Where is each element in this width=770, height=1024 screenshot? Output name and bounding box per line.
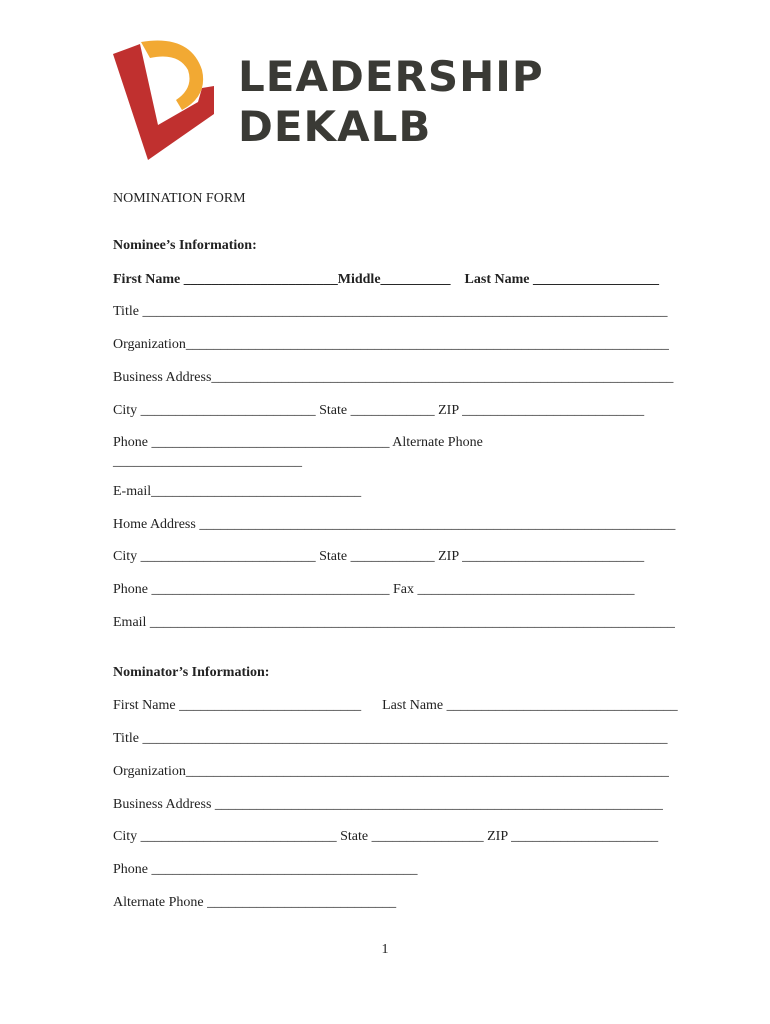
- nominator-title-field[interactable]: Title ___________________________________________________________________________: [113, 731, 668, 746]
- nominator-alternate-phone-field[interactable]: Alternate Phone ___________________________: [113, 895, 397, 910]
- nominator-organization-field[interactable]: Organization_____________________________________________________________________: [113, 764, 669, 779]
- nominee-organization-field[interactable]: Organization_____________________________________________________________________: [113, 337, 669, 352]
- nominee-title-field[interactable]: Title ___________________________________________________________________________: [113, 304, 668, 319]
- leadership-dekalb-logo: [110, 40, 560, 165]
- nominee-home-city-state-zip-row[interactable]: City _________________________ State ____________ ZIP __________________________: [113, 549, 645, 564]
- nominee-home-address-field[interactable]: Home Address ____________________________________________________________________: [113, 517, 676, 532]
- dekalb-d-logo-icon: [110, 40, 225, 165]
- nominator-name-row[interactable]: First Name __________________________ Last Name _________________________________: [113, 698, 678, 713]
- nominee-email-field[interactable]: E-mail______________________________: [113, 484, 362, 499]
- logo-line-1: LEADERSHIP: [238, 52, 544, 101]
- nominee-name-row[interactable]: First Name ______________________Middle__________ Last Name __________________: [113, 272, 659, 287]
- nominator-phone-field[interactable]: Phone ______________________________________: [113, 862, 418, 877]
- nominator-business-address-field[interactable]: Business Address ________________________________________________________________: [113, 797, 663, 812]
- nominator-heading: Nominator’s Information:: [113, 665, 270, 680]
- form-title: NOMINATION FORM: [113, 191, 246, 206]
- nominee-heading: Nominee’s Information:: [113, 238, 257, 253]
- nominee-business-address-field[interactable]: Business Address__________________________________________________________________: [113, 370, 674, 385]
- logo-line-2: DEKALB: [238, 102, 432, 151]
- nominee-alternate-phone-field[interactable]: ___________________________: [113, 454, 302, 469]
- page-number: 1: [381, 942, 389, 957]
- nominee-home-email-field[interactable]: Email ___________________________________________________________________________: [113, 615, 675, 630]
- nominee-phone-fax-row[interactable]: Phone __________________________________ Fax _______________________________: [113, 582, 635, 597]
- nominee-phone-row[interactable]: Phone __________________________________ Alternate Phone: [113, 435, 483, 450]
- logo-wordmark: [238, 52, 544, 152]
- nominator-city-state-zip-row[interactable]: City ____________________________ State ________________ ZIP _____________________: [113, 829, 659, 844]
- nominee-city-state-zip-row[interactable]: City _________________________ State ____________ ZIP __________________________: [113, 403, 645, 418]
